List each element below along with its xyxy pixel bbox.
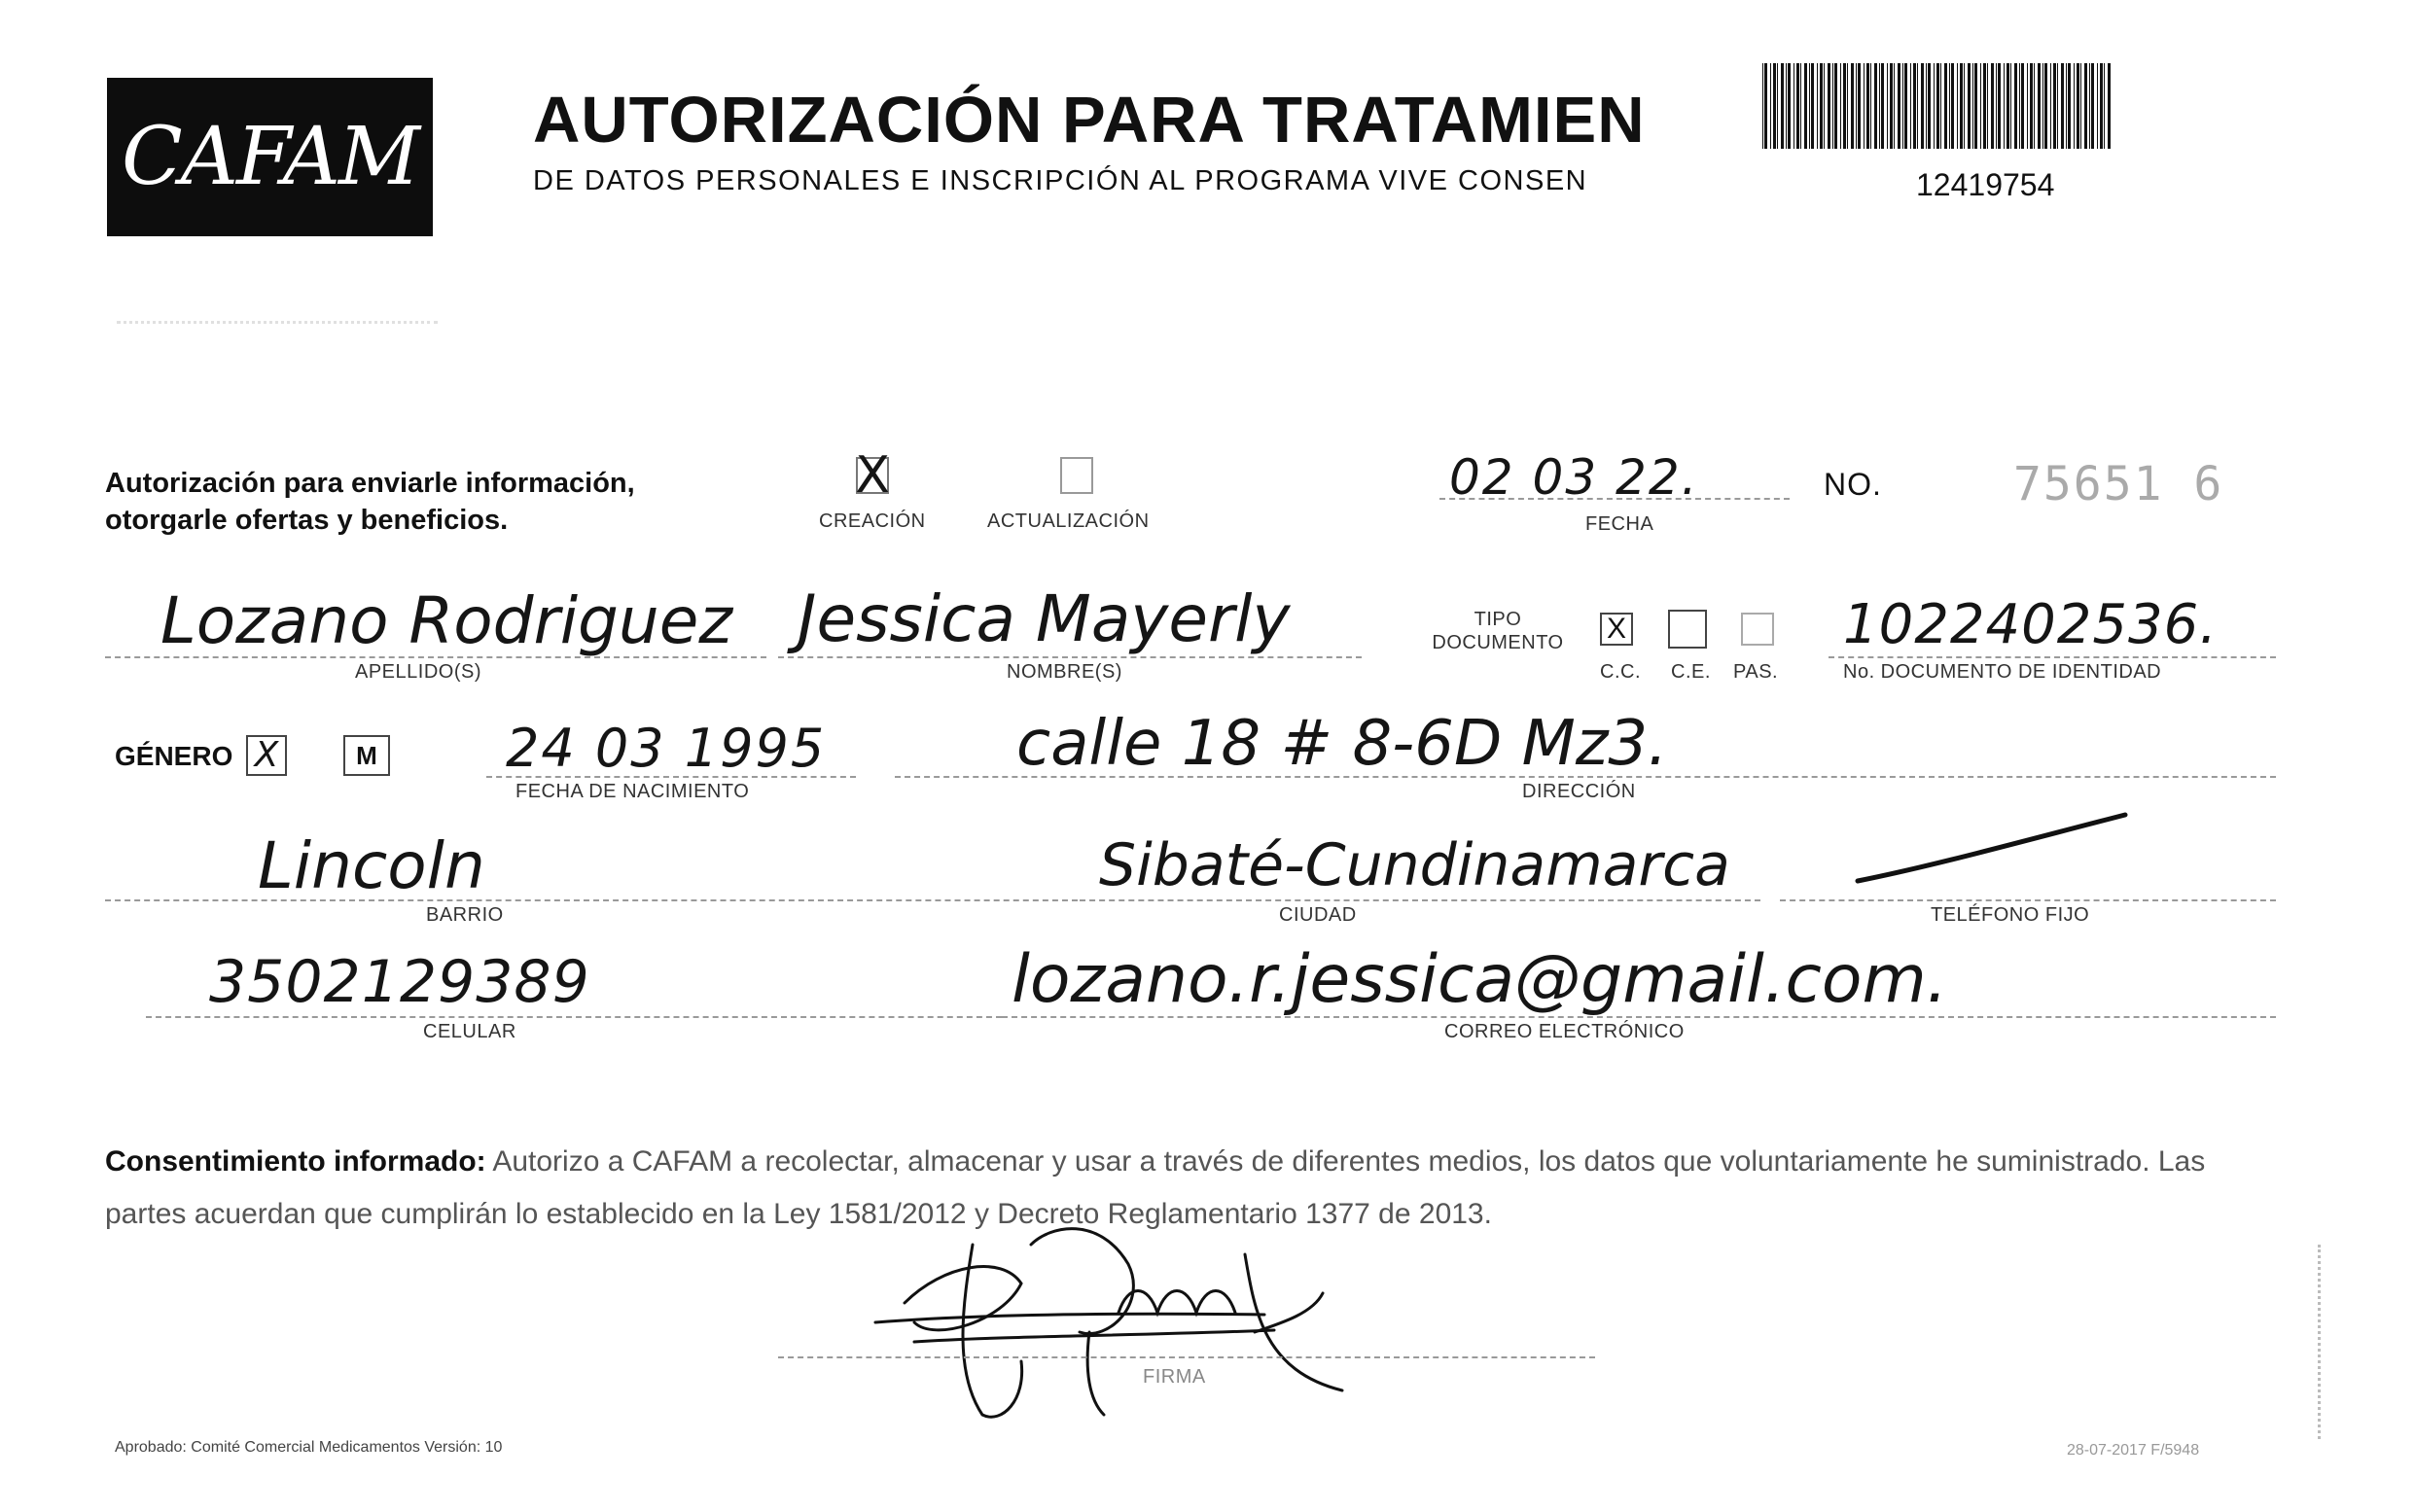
barrio-line: [105, 899, 1078, 901]
genero-m-label: M: [356, 741, 377, 770]
barcode: [1762, 63, 2113, 149]
cc-mark: X: [1606, 613, 1626, 645]
correo-value: lozano.r.jessica@gmail.com.: [1012, 941, 1948, 1018]
ce-label: C.E.: [1671, 661, 1711, 683]
barrio-label: BARRIO: [426, 904, 504, 926]
cc-checkbox[interactable]: [1600, 613, 1633, 646]
apellidos-line: [105, 656, 766, 658]
documento-label: No. DOCUMENTO DE IDENTIDAD: [1843, 661, 2162, 683]
logo-text: CAFAM: [122, 111, 418, 203]
footer-approved: Aprobado: Comité Comercial Medicamentos Versión: 10: [115, 1439, 503, 1456]
direccion-label: DIRECCIÓN: [1522, 781, 1636, 802]
direccion-value: calle 18 # 8-6D Mz3.: [1016, 708, 1668, 780]
creacion-checkbox[interactable]: [855, 446, 890, 505]
documento-line: [1829, 656, 2276, 658]
ciudad-line: [1080, 899, 1760, 901]
creacion-label: CREACIÓN: [819, 510, 926, 532]
creacion-mark: X: [855, 446, 890, 505]
ce-checkbox[interactable]: [1668, 610, 1707, 649]
footer-code: 28-07-2017 F/5948: [2067, 1442, 2200, 1459]
actualizacion-checkbox[interactable]: [1060, 457, 1093, 494]
authorization-label: Autorización para enviarle información, otorgarle ofertas y beneficios.: [105, 468, 635, 536]
telefono-label: TELÉFONO FIJO: [1931, 904, 2090, 926]
nacimiento-label: FECHA DE NACIMIENTO: [515, 781, 750, 802]
actualizacion-label: ACTUALIZACIÓN: [987, 510, 1150, 532]
fecha-line: [1439, 498, 1790, 500]
nombres-label: NOMBRE(S): [1007, 661, 1122, 683]
faint-stamp-mark: [117, 292, 438, 324]
apellidos-label: APELLIDO(S): [355, 661, 481, 683]
genero-label: GÉNERO: [115, 741, 233, 771]
telefono-line: [1780, 899, 2276, 901]
no-label: NO.: [1824, 467, 1882, 502]
nacimiento-value: 24 03 1995: [506, 718, 827, 779]
pas-checkbox[interactable]: [1741, 613, 1774, 646]
signature-line: [778, 1356, 1595, 1358]
genero-f-mark: X: [254, 735, 279, 775]
consent-body: Autorizo a CAFAM a recolectar, almacenar y usar a través de diferentes medios, los datos que voluntariamente he suministrado. Las partes acuerdan que cumplirán lo establecido en la Ley 1581/2012 y Decreto Reglamentario 1377 de 2013.: [105, 1145, 2206, 1230]
barcode-number: 12419754: [1916, 167, 2055, 202]
direccion-line: [895, 776, 2276, 778]
cafam-logo: [107, 78, 433, 236]
consent-heading: Consentimiento informado:: [105, 1145, 486, 1178]
correo-label: CORREO ELECTRÓNICO: [1444, 1021, 1685, 1042]
ciudad-value: Sibaté-Cundinamarca: [1099, 831, 1730, 899]
celular-label: CELULAR: [423, 1021, 516, 1042]
fecha-label: FECHA: [1585, 513, 1654, 535]
nombres-value: Jessica Mayerly: [798, 581, 1291, 656]
fecha-value: 02 03 22.: [1449, 449, 1699, 506]
tipo-documento-label: TIPO DOCUMENTO: [1432, 609, 1564, 653]
genero-f-checkbox[interactable]: [246, 735, 287, 776]
cc-label: C.C.: [1600, 661, 1641, 683]
genero-m-checkbox[interactable]: [343, 735, 390, 776]
telefono-strike-line: [1848, 797, 2140, 895]
ciudad-label: CIUDAD: [1279, 904, 1357, 926]
celular-value: 3502129389: [209, 948, 590, 1016]
celular-line: [146, 1016, 1002, 1018]
apellidos-value: Lozano Rodriguez: [160, 583, 733, 658]
nombres-line: [778, 656, 1362, 658]
nacimiento-line: [486, 776, 856, 778]
serial-number: 75651 6: [2013, 457, 2224, 511]
signature-label: FIRMA: [1143, 1366, 1206, 1388]
barrio-value: Lincoln: [258, 828, 485, 903]
side-vertical-marks: [2318, 1245, 2330, 1439]
form-title: AUTORIZACIÓN PARA TRATAMIEN: [533, 84, 1646, 157]
signature-scribble: [856, 1206, 1362, 1429]
documento-value: 1022402536.: [1843, 593, 2219, 656]
form-subtitle: DE DATOS PERSONALES E INSCRIPCIÓN AL PROGRAMA VIVE CONSEN: [533, 165, 1588, 196]
correo-line: [1002, 1016, 2276, 1018]
pas-label: PAS.: [1733, 661, 1779, 683]
